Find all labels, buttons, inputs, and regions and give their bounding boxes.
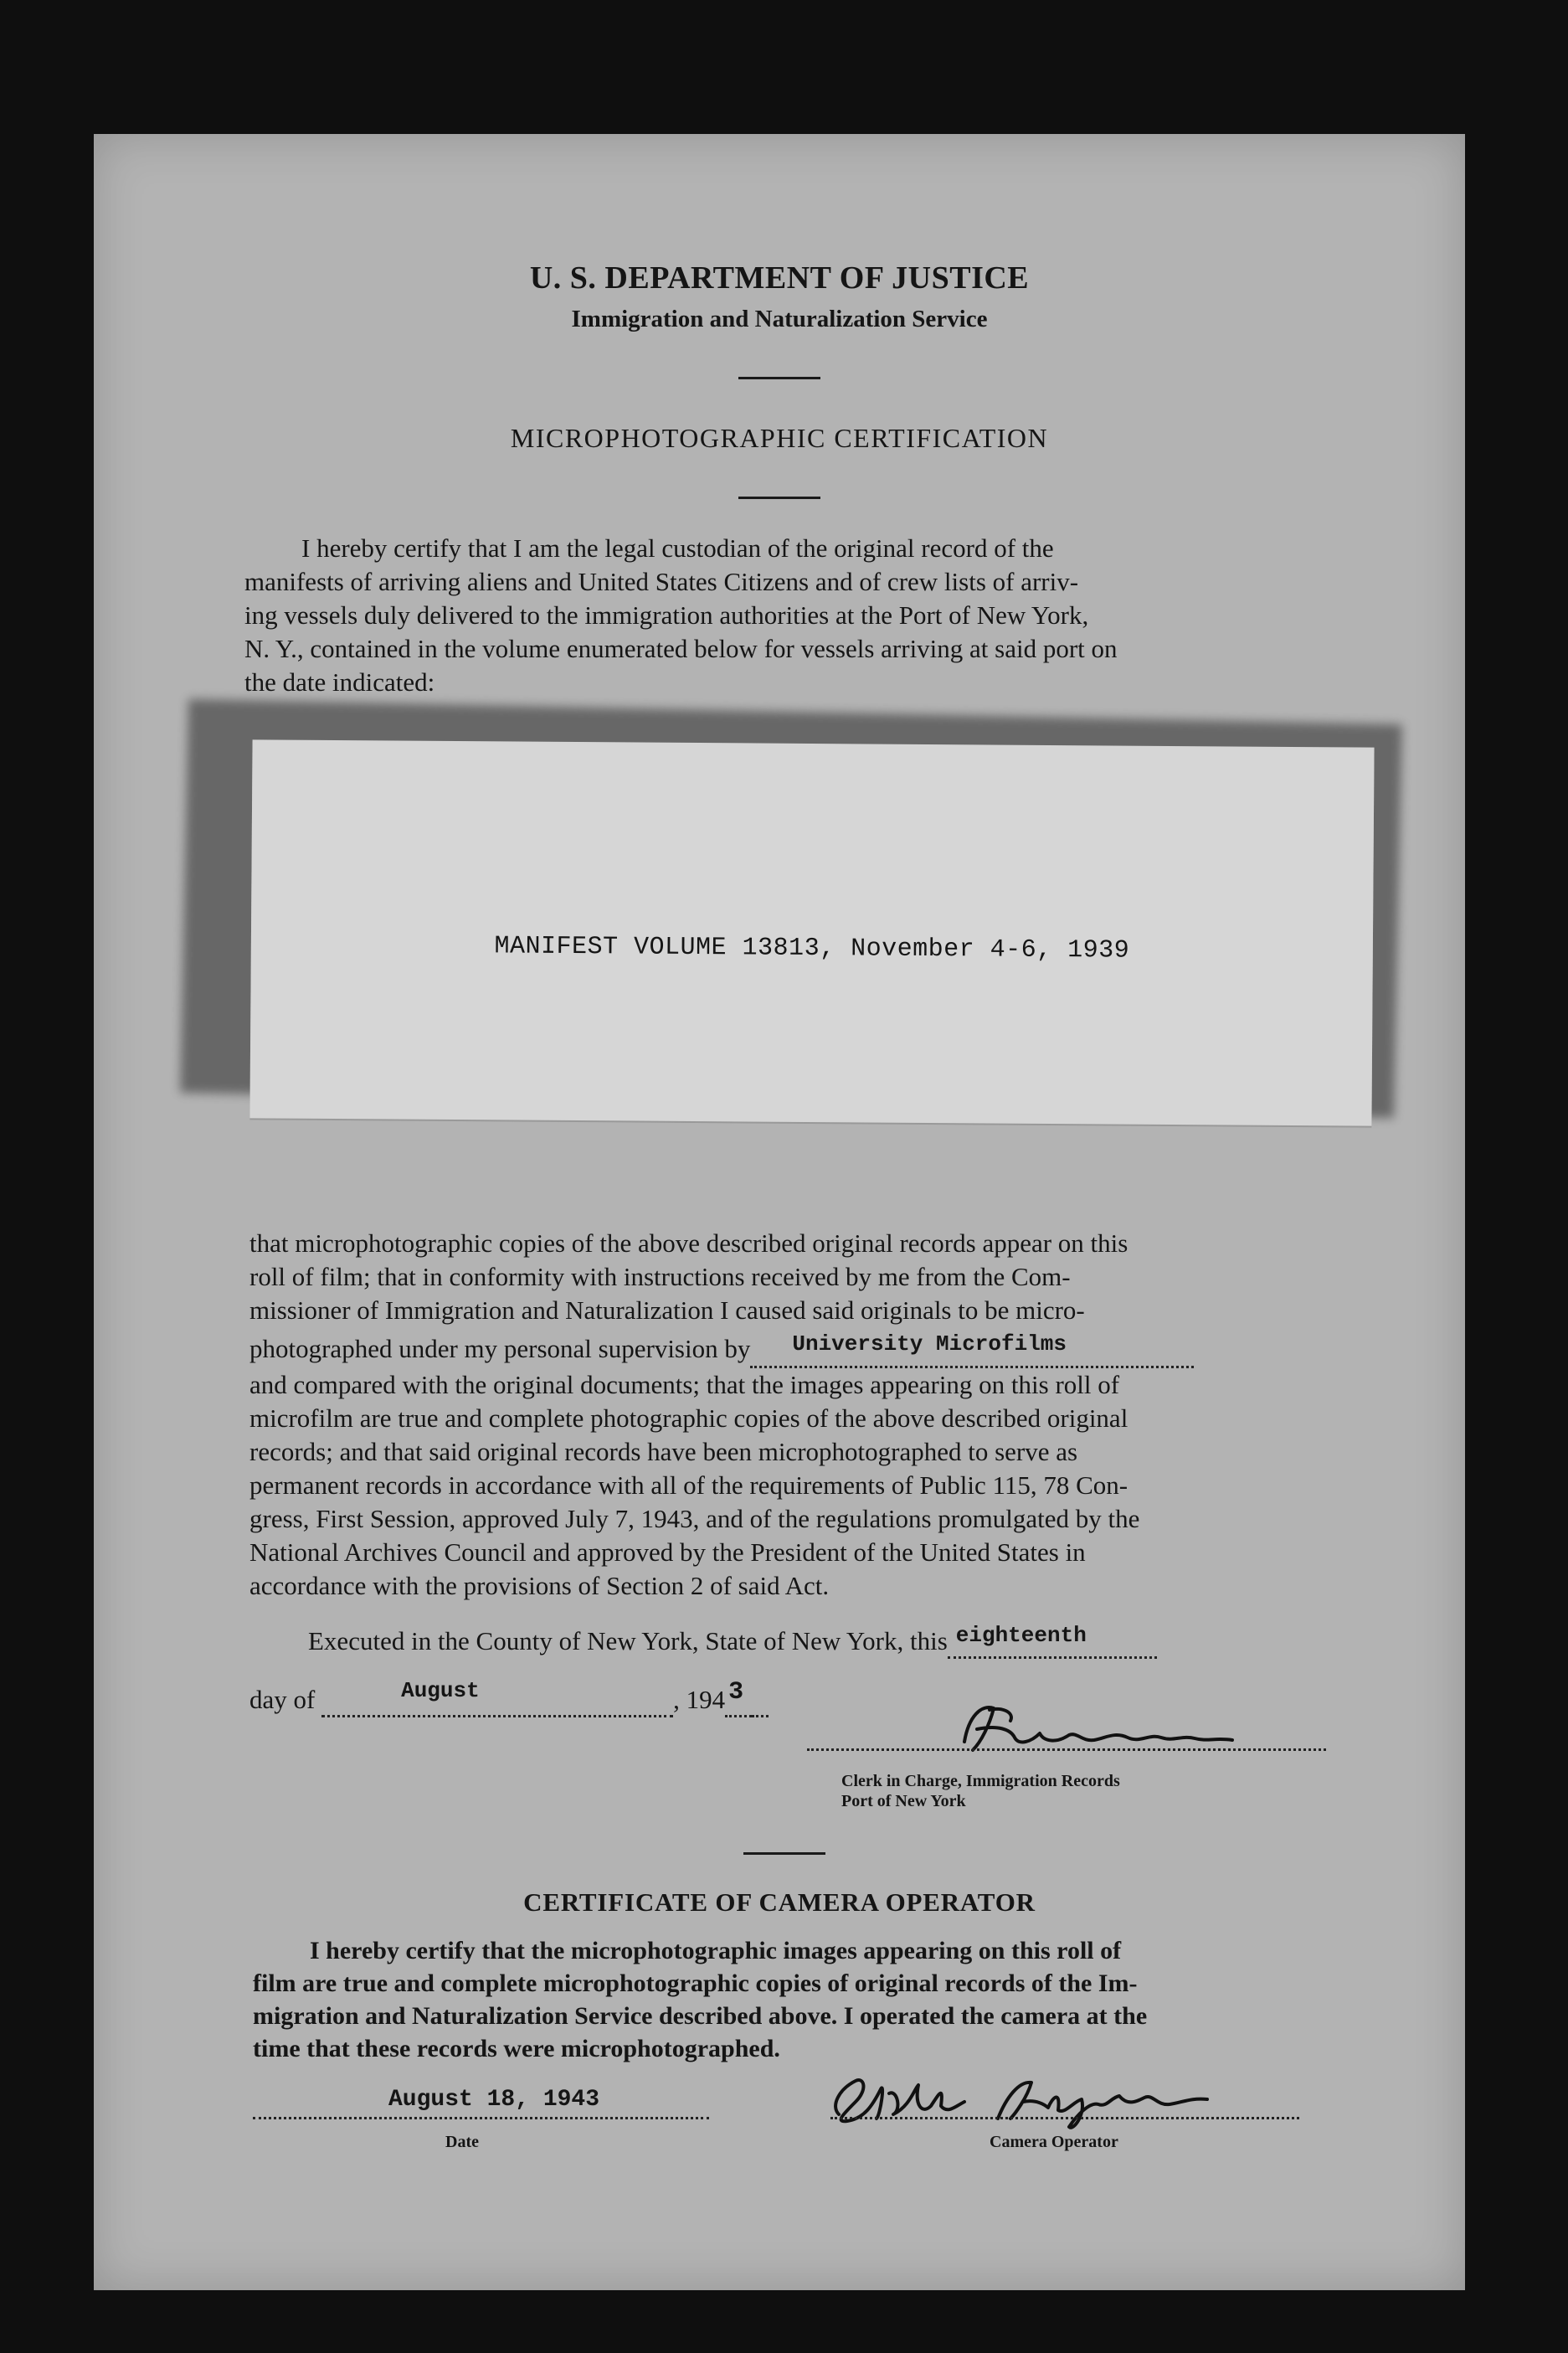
intro-line: I hereby certify that I am the legal custodian of the original record of the xyxy=(301,533,1054,563)
supervisor-field xyxy=(750,1332,1194,1368)
camera-certificate-title: CERTIFICATE OF CAMERA OPERATOR xyxy=(523,1887,1036,1917)
manifest-label: MANIFEST VOLUME 13813, November 4-6, 1939 xyxy=(494,932,1130,965)
divider-rule xyxy=(738,377,820,379)
manifest-label-card xyxy=(249,739,1374,1125)
executed-month-value: August xyxy=(401,1678,480,1703)
clerk-signature-line xyxy=(807,1748,1326,1751)
day-of-line: day of August , 194 3 xyxy=(249,1685,769,1717)
intro-paragraph xyxy=(244,532,1415,699)
body-line: photographed under my personal supervision by University Microfilms xyxy=(249,1332,1416,1368)
body-line: National Archives Council and approved by the President of the United States in xyxy=(249,1537,1086,1567)
date-label: Date xyxy=(445,2133,479,2151)
intro-line: N. Y., contained in the volume enumerated below for vessels arriving at said port on xyxy=(244,634,1118,663)
camera-line: I hereby certify that the microphotographic images appearing on this roll of xyxy=(310,1937,1122,1964)
camera-line: migration and Naturalization Service described above. I operated the camera at the xyxy=(253,2002,1148,2030)
camera-line: time that these records were microphotographed. xyxy=(253,2035,780,2062)
body-line: accordance with the provisions of Section 2 of said Act. xyxy=(249,1571,830,1600)
body-paragraph xyxy=(249,1227,1416,1603)
executed-day-field xyxy=(948,1623,1157,1659)
department-heading: U. S. DEPARTMENT OF JUSTICE xyxy=(529,260,1030,296)
executed-line: Executed in the County of New York, State of New York, this eighteenth xyxy=(308,1626,1157,1659)
camera-line: film are true and complete microphotographic copies of original records of the Im- xyxy=(253,1969,1138,1997)
body-line: gress, First Session, approved July 7, 1943, and of the regulations promulgated by the xyxy=(249,1504,1140,1533)
intro-line: the date indicated: xyxy=(244,667,435,697)
intro-line: manifests of arriving aliens and United States Citizens and of crew lists of arriv- xyxy=(244,567,1079,596)
certification-title: MICROPHOTOGRAPHIC CERTIFICATION xyxy=(510,423,1049,453)
intro-line: ing vessels duly delivered to the immigration authorities at the Port of New York, xyxy=(244,600,1089,630)
year-value: 3 xyxy=(728,1678,744,1707)
body-line: roll of film; that in conformity with instructions received by me from the Com- xyxy=(249,1262,1071,1291)
clerk-title: Clerk in Charge, Immigration Records xyxy=(841,1772,1120,1790)
divider-rule xyxy=(743,1852,825,1855)
camera-date-line xyxy=(253,2117,709,2119)
document-page xyxy=(94,134,1465,2290)
camera-operator-signature xyxy=(797,2056,1266,2139)
clerk-port: Port of New York xyxy=(841,1792,966,1810)
executed-month-field xyxy=(321,1678,673,1717)
year-field xyxy=(725,1678,752,1717)
body-line: that microphotographic copies of the above described original records appear on this xyxy=(249,1228,1128,1258)
body-line: records; and that said original records have been microphotographed to serve as xyxy=(249,1437,1078,1466)
clerk-title-block xyxy=(841,1771,1120,1811)
service-heading: Immigration and Naturalization Service xyxy=(571,306,988,332)
body-line: permanent records in accordance with all of the requirements of Public 115, 78 Con- xyxy=(249,1470,1128,1500)
divider-rule xyxy=(738,497,820,499)
camera-operator-line xyxy=(830,2117,1299,2119)
camera-date-value: August 18, 1943 xyxy=(388,2087,600,2113)
body-line: and compared with the original documents; that the images appearing on this roll of xyxy=(249,1370,1120,1399)
supervisor-value: University Microfilms xyxy=(792,1331,1067,1357)
body-line: missioner of Immigration and Naturalization I caused said originals to be micro- xyxy=(249,1295,1085,1325)
camera-paragraph xyxy=(253,1934,1415,2065)
clerk-signature xyxy=(931,1691,1266,1767)
camera-operator-label: Camera Operator xyxy=(990,2133,1118,2151)
body-line: microfilm are true and complete photographic copies of the above described original xyxy=(249,1403,1128,1433)
executed-day-value: eighteenth xyxy=(955,1623,1087,1648)
